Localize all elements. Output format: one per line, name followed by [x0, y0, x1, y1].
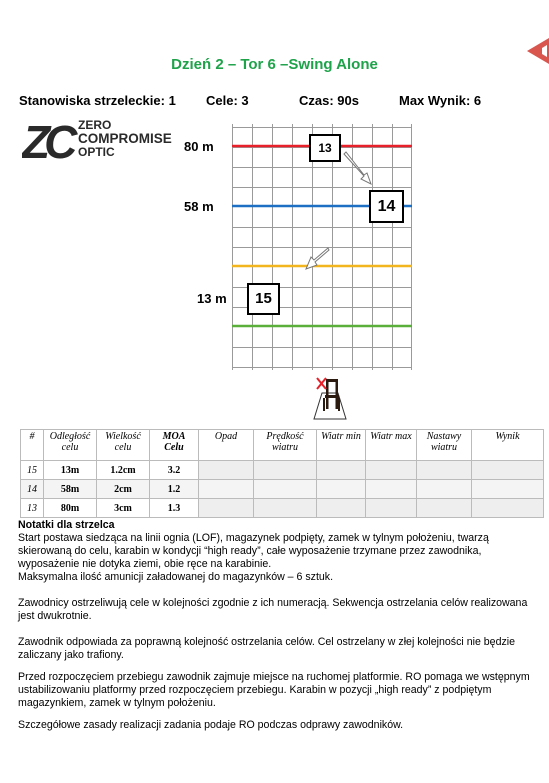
notes-order-responsibility: Zawodnik odpowiada za poprawną kolejność ostrzelania celów. Cel ostrzelany w złej kolejności nie będzie zaliczany jako trafiony.: [18, 636, 516, 661]
col-header-moa: MOA Celu: [150, 430, 199, 461]
row-drop: [199, 461, 254, 480]
row-drop: [199, 480, 254, 499]
svg-text:ZERO: ZERO: [78, 118, 112, 132]
row-distance: 80m: [44, 499, 97, 518]
row-result: [472, 499, 544, 518]
svg-text:COMPROMISE: COMPROMISE: [78, 131, 172, 146]
row-wind-min: [317, 461, 366, 480]
max-score: Max Wynik: 6: [399, 93, 482, 108]
target-data-table: [20, 429, 544, 518]
row-wind-min: [317, 499, 366, 518]
row-size: 2cm: [97, 480, 150, 499]
col-header-distance: Odległość celu: [44, 430, 97, 461]
table-row: [21, 461, 544, 480]
table-header-row: [21, 430, 544, 461]
row-number: 15: [21, 461, 44, 480]
shooter-notes: [18, 519, 538, 732]
row-size: 1.2cm: [97, 461, 150, 480]
notes-title: Notatki dla strzelca: [18, 519, 115, 531]
notes-ammo-limit: Maksymalna ilość amunicji załadowanej do magazynków – 6 sztuk.: [18, 571, 334, 583]
col-header-drop: Opad: [199, 430, 254, 461]
row-wind-max: [366, 461, 417, 480]
page-title: Dzień 2 – Tor 6 –Swing Alone: [171, 56, 378, 73]
zero-compromise-optic-logo: [22, 116, 172, 161]
row-distance: 58m: [44, 480, 97, 499]
table-row: [21, 499, 544, 518]
row-moa: 1.2: [150, 480, 199, 499]
distance-label-58m: 58 m: [184, 199, 214, 214]
target-14: 14: [369, 190, 404, 223]
stations-count: Stanowiska strzeleckie: 1: [19, 93, 176, 108]
row-wind-speed: [254, 480, 317, 499]
row-number: 14: [21, 480, 44, 499]
col-header-wind-speed: Prędkość wiatru: [254, 430, 317, 461]
row-wind-settings: [417, 480, 472, 499]
row-wind-settings: [417, 461, 472, 480]
notes-sequence: Zawodnicy ostrzeliwują cele w kolejności zgodnie z ich numeracją. Sekwencja ostrzelania celów realizowana jest dwukrotnie.: [18, 597, 528, 622]
row-wind-max: [366, 499, 417, 518]
row-distance: 13m: [44, 461, 97, 480]
row-size: 3cm: [97, 499, 150, 518]
table-row: [21, 480, 544, 499]
notes-briefing: Szczegółowe zasady realizacji zadania podaje RO podczas odprawy zawodników.: [18, 719, 404, 731]
row-result: [472, 480, 544, 499]
target-13: 13: [309, 134, 341, 162]
distance-label-80m: 80 m: [184, 139, 214, 154]
shooter-platform-chair-icon: [312, 375, 348, 421]
col-header-wind-settings: Nastawy wiatru: [417, 430, 472, 461]
col-header-number: #: [21, 430, 44, 461]
row-wind-max: [366, 480, 417, 499]
target-15: 15: [247, 283, 280, 315]
row-wind-settings: [417, 499, 472, 518]
distance-label-13m: 13 m: [197, 291, 227, 306]
row-wind-min: [317, 480, 366, 499]
row-moa: 3.2: [150, 461, 199, 480]
col-header-result: Wynik: [472, 430, 544, 461]
notes-start-position: Start postawa siedząca na linii ognia (LOF), magazynek podpięty, zamek w tylnym położeniu, twarzą skierowaną do celu, karabin w kondycji “high ready”, całe wyposażenie trzymane przez zawodnika, wyposażenie nie dotyka ziemi, obie ręce na karabinie.: [18, 532, 489, 570]
col-header-size: Wielkość celu: [97, 430, 150, 461]
notes-platform: Przed rozpoczęciem przebiegu zawodnik zajmuje miejsce na ruchomej platformie. RO pomaga we wstępnym ustabilizowaniu platformy przed rozpoczęciem przebiegu. Karabin w pozycji „high ready” z podpiętym magazynkiem, zamek w tylnym położeniu.: [18, 671, 530, 709]
row-number: 13: [21, 499, 44, 518]
row-moa: 1.3: [150, 499, 199, 518]
row-wind-speed: [254, 499, 317, 518]
col-header-wind-max: Wiatr max: [366, 430, 417, 461]
svg-text:ZC: ZC: [22, 116, 72, 161]
row-wind-speed: [254, 461, 317, 480]
time-limit: Czas: 90s: [299, 93, 359, 108]
svg-text:OPTIC: OPTIC: [78, 145, 115, 159]
targets-count: Cele: 3: [206, 93, 249, 108]
row-result: [472, 461, 544, 480]
row-drop: [199, 499, 254, 518]
col-header-wind-min: Wiatr min: [317, 430, 366, 461]
